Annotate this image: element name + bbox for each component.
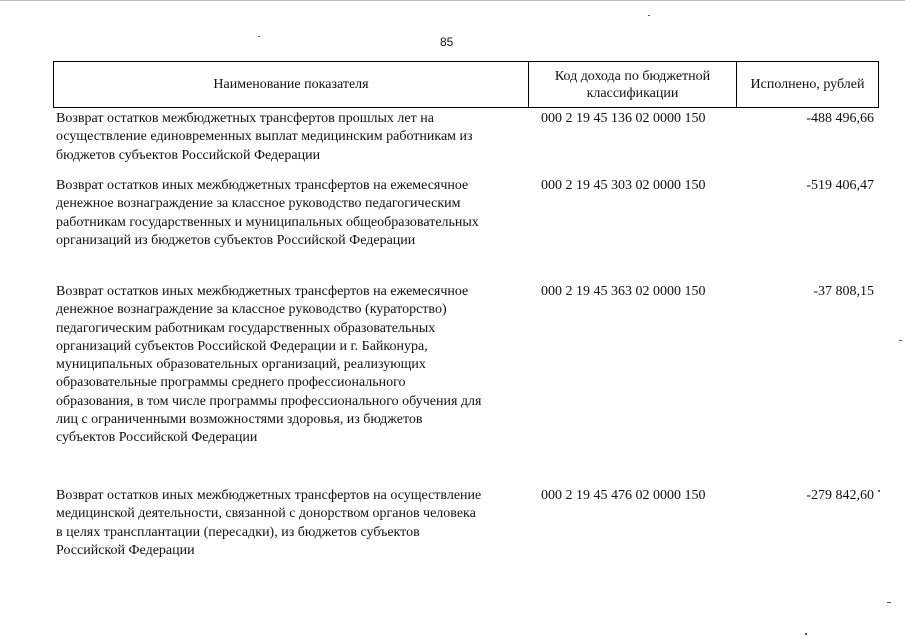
row-description-line: Возврат остатков межбюджетных трансфертов прошлых лет на [56,111,434,126]
scan-speck [887,602,891,603]
scan-speck [258,36,260,37]
row-description-line: Возврат остатков иных межбюджетных трансфертов на ежемесячное [56,284,469,299]
row-description-line: денежное вознаграждение за классное руководство (кураторство) [56,302,447,318]
header-executed [737,62,878,107]
row-description [56,487,526,560]
row-description-line: организаций субъектов Российской Федерации и г. Байконура, [56,338,428,354]
row-code: 000 2 19 45 136 02 0000 150 [541,111,706,126]
row-description [56,110,526,165]
scan-speck [805,633,807,635]
row-description-line: работникам государственных и муниципальных общеобразовательных [56,214,479,230]
row-code: 000 2 19 45 476 02 0000 150 [541,488,706,503]
row-description [56,177,526,250]
row-description-line: организаций из бюджетов субъектов Российской Федерации [56,232,416,248]
row-description-line: Российской Федерации [56,542,195,558]
row-amount: -37 808,15 [813,284,874,299]
header-code-label [555,68,710,102]
scan-speck [648,15,650,16]
row-code: 000 2 19 45 363 02 0000 150 [541,284,706,299]
header-code-line2: классификации [586,85,679,101]
header-name [54,62,529,107]
row-description-line: Возврат остатков иных межбюджетных трансфертов на ежемесячное [56,178,469,193]
row-description-line: педагогическим работникам государственных образовательных [56,320,436,336]
row-description-line: бюджетов субъектов Российской Федерации [56,147,321,163]
row-description-line: образовательные программы среднего профессионального [56,375,406,391]
header-name-label: Наименование показателя [213,77,369,92]
table-header [53,61,879,108]
row-description-line: образования, в том числе программы профессионального обучения для [56,393,482,409]
page-number: 85 [440,35,454,49]
row-description-line: в целях трансплантации (пересадки), из бюджетов субъектов [56,524,420,540]
header-executed-label: Исполнено, рублей [750,77,865,92]
header-code [529,62,737,107]
row-description-line: муниципальных образовательных организаций, реализующих [56,357,426,373]
row-description-line: Возврат остатков иных межбюджетных трансфертов на осуществление [56,488,482,503]
row-amount: -279 842,60 [806,488,874,503]
row-code: 000 2 19 45 303 02 0000 150 [541,178,706,193]
row-amount: -519 406,47 [806,178,874,193]
row-description-line: медицинской деятельности, связанной с донорством органов человека [56,506,476,522]
row-description-line: субъектов Российской Федерации [56,430,258,446]
row-description-line: осуществление единовременных выплат медицинским работникам из [56,129,473,145]
row-description [56,283,526,448]
scan-speck [878,490,880,492]
header-code-line1: Код дохода по бюджетной [554,68,711,84]
page-top-edge [0,0,905,1]
row-description-line: денежное вознаграждение за классное руководство педагогическим [56,196,461,212]
row-description-line: лиц с ограниченными возможностями здоровья, из бюджетов [56,412,423,428]
scan-speck [899,340,902,341]
row-amount: -488 496,66 [806,111,874,126]
